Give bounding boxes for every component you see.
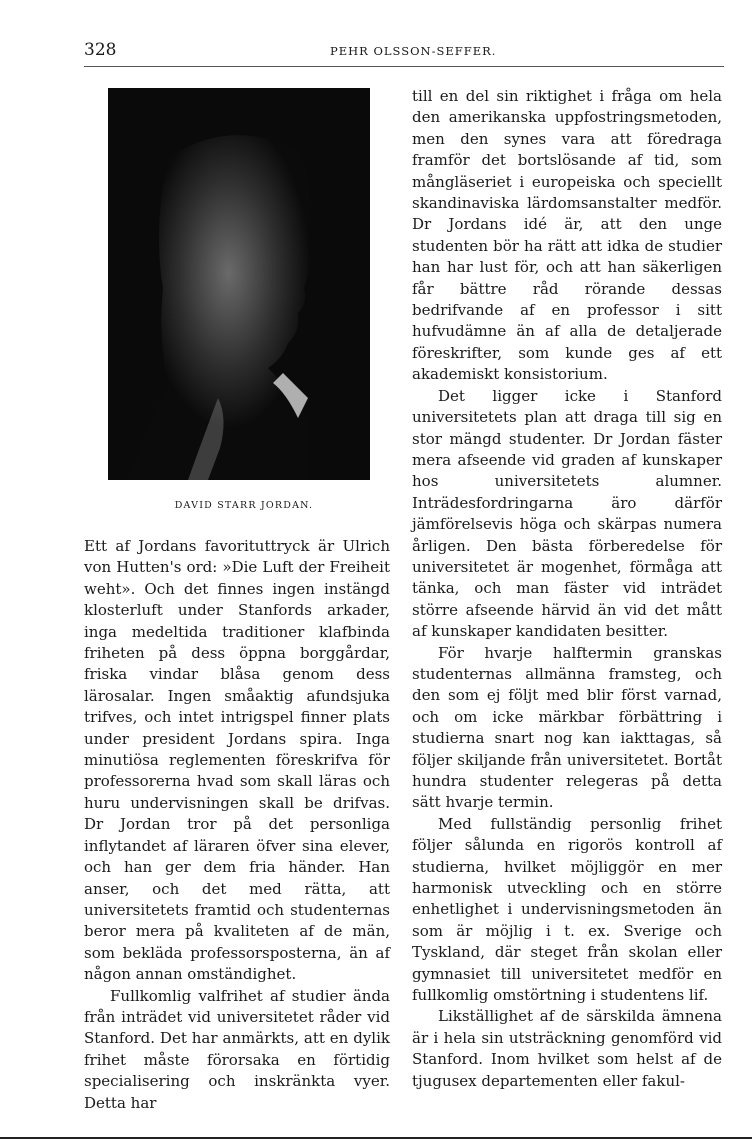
right-paragraph-5: Likställighet af de särskilda ämnena är i hela sin utsträckning genomförd vid Stanford. Inom hvilket som helst af de tjugusex departementen eller fakul- (412, 1007, 722, 1090)
header-rule (84, 66, 724, 67)
right-column (412, 86, 722, 1092)
running-head: PEHR OLSSON-SEFFER. (330, 44, 497, 58)
right-paragraph-1: till en del sin riktighet i fråga om hela den amerikanska uppfostringsmetoden, men den synes vara att föredraga framför det bortslösande af tid, som mångläseriet i europeiska och speciellt skandinaviska lärdomsanstalter medför. Dr Jordans idé är, att den unge studenten bör ha rätt att idka de studier han har lust för, och att han säkerligen får bättre råd rörande dessas bedrifvande af en professor i sitt hufvudämne än af alla de detaljerade föreskrifter, som kunde ges af ett akademiskt konsistorium. (412, 87, 722, 384)
portrait-illustration (108, 88, 370, 480)
scan-bottom-edge (0, 1137, 752, 1139)
left-column (84, 536, 390, 1114)
right-paragraph-2: Det ligger icke i Stanford universitetets plan att draga till sig en stor mängd studenter. Dr Jordan fäster mera afseende vid graden af kunskaper hos universitetets alumner. Inträdesfordringarna äro därför jämförelsevis höga och skärpas numera årligen. Den bästa förberedelse för universitetet är mogenhet, förmåga att tänka, och man fäster vid inträdet större afseende härvid än vid det mått af kunskaper kandidaten besitter. (412, 386, 722, 641)
right-paragraph-4: Med fullständig personlig frihet följer sålunda en rigorös kontroll af studierna, hvilket möjliggör en mer harmonisk utveckling och en större enhetlighet i undervisningsmetoden än som är möjlig i t. ex. Sverige och Tyskland, där steget från skolan eller gymnasiet till universitetet medför en fullkomlig omstörtning i studentens lif. (412, 814, 722, 1005)
figure-caption: DAVID STARR JORDAN. (174, 500, 314, 511)
left-paragraph-1: Ett af Jordans favorituttryck är Ulrich von Hutten's ord: »Die Luft der Freiheit weht». Och det finnes ingen instängd klosterluft under Stanfords arkader, inga medeltida traditioner klafbinda friheten på dess öppna borggårdar, friska vindar blåsa genom dess lärosalar. Ingen småaktig afundsjuka trifves, och intet intrigspel finner plats under president Jordans spira. Inga minutiösa reglementen föreskrifva för professorerna hvad som skall läras och huru undervisningen skall be drifvas. Dr Jordan tror på det personliga inflytandet af läraren öfver sina elever, och han ger dem fria händer. Han anser, och det med rätta, att universitetets framtid och studenternas beror mera på kvaliteten af de män, som bekläda professorsposterna, än af någon annan omständighet. (84, 537, 390, 984)
left-paragraph-2: Fullkomlig valfrihet af studier ända från inträdet vid universitetet råder vid Stanford. Det har anmärkts, att en dylik frihet måste förorsaka en förtidig specialisering och inskränkta vyer. Detta har (84, 986, 390, 1112)
page-number: 328 (84, 40, 117, 60)
right-paragraph-3: För hvarje halftermin granskas studenternas allmänna framsteg, och den som ej följt med blir först varnad, och om icke märkbar förbättring i studierna snart nog kan iakttagas, så följer skiljande från universitetet. Bortåt hundra studenter relegeras på detta sätt hvarje termin. (412, 643, 722, 812)
portrait-photo (108, 88, 370, 480)
